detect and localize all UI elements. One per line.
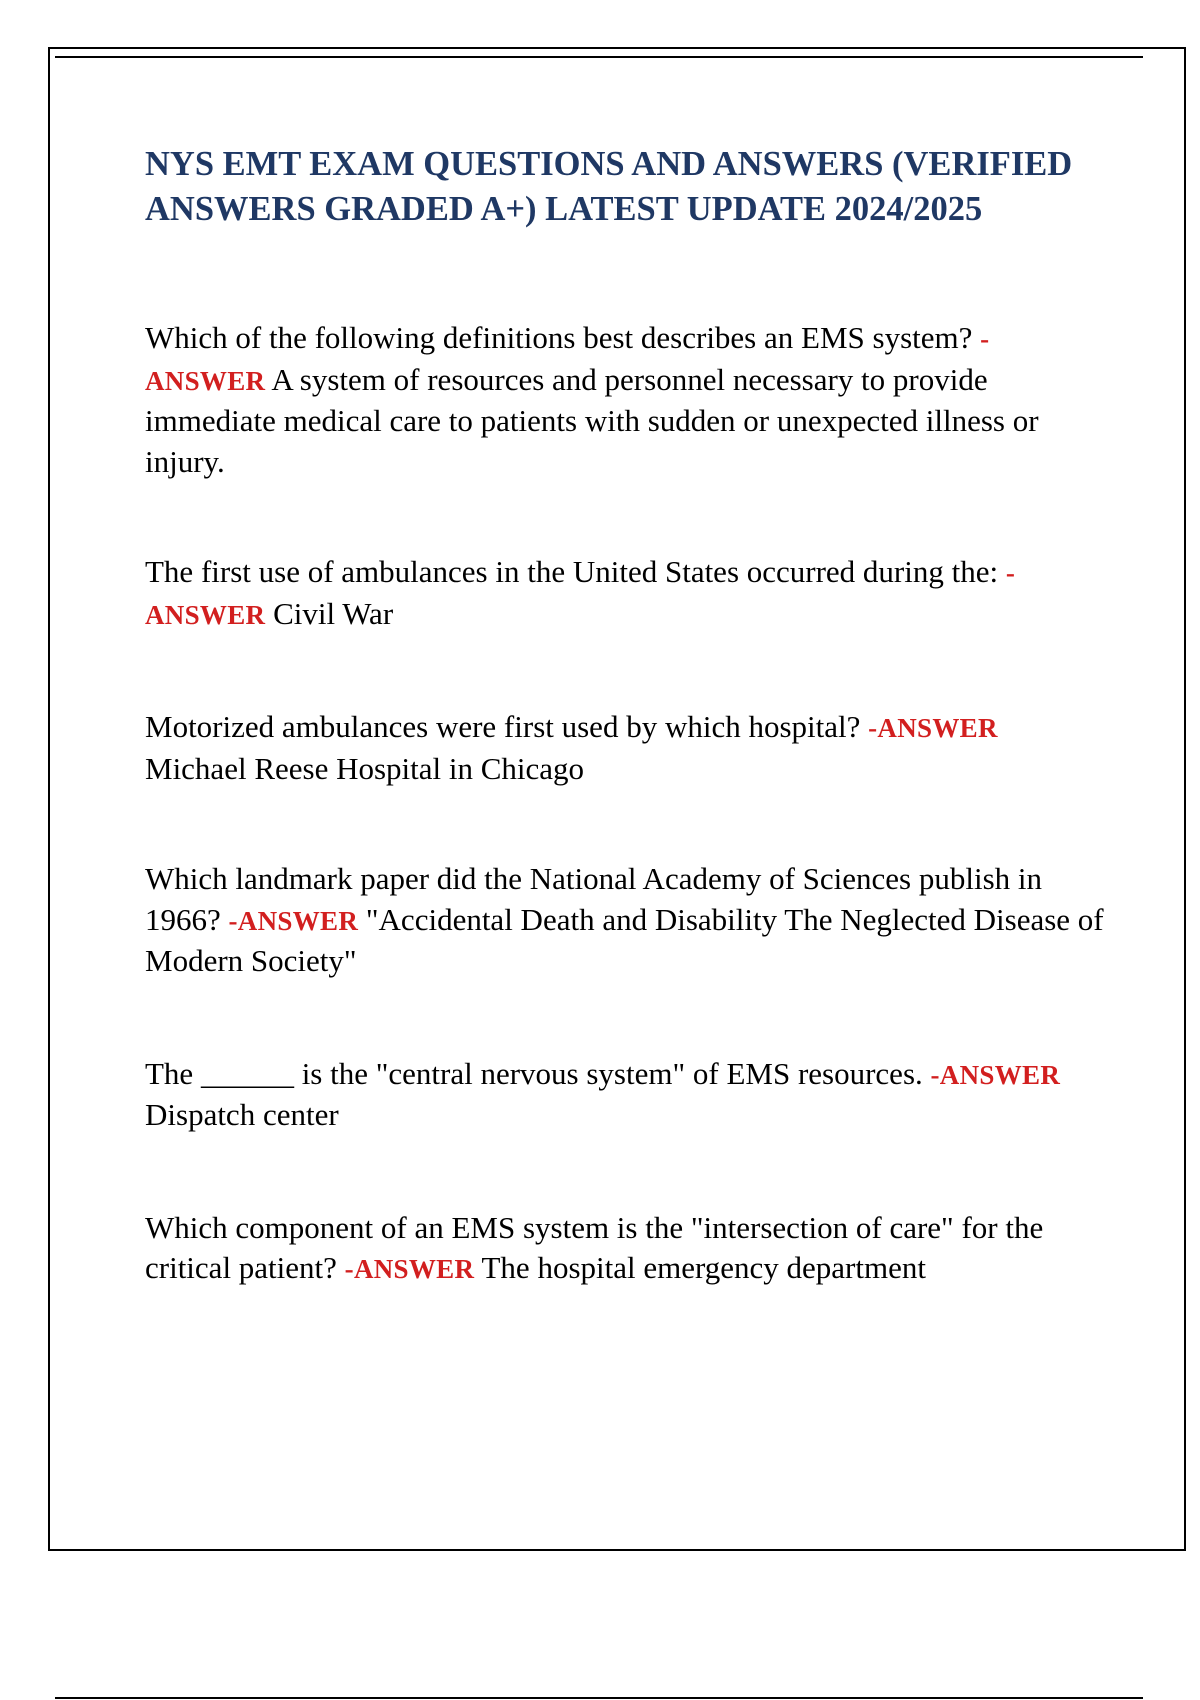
document-body [145,142,1105,1290]
answer-text: The hospital emergency department [481,1250,926,1285]
answer-tag: -ANSWER [145,324,990,396]
question-text: Which component of an EMS system is the "intersection of care" for the critical patient? [145,1209,1044,1285]
top-rule [55,56,1143,58]
answer-tag: -ANSWER [228,905,359,936]
qa-item [145,707,1105,789]
question-text: Which landmark paper did the National Academy of Sciences publish in 1966? [145,861,1043,937]
answer-text: A system of resources and personnel necessary to provide immediate medical care to patients with sudden or unexpected illness or injury. [145,361,1039,479]
question-text: Motorized ambulances were first used by which hospital? [145,709,861,744]
bottom-rule [55,1697,1143,1699]
document-title: NYS EMT EXAM QUESTIONS AND ANSWERS (VERIFIED ANSWERS GRADED A+) LATEST UPDATE 2024/2025 [145,145,1073,228]
answer-tag: -ANSWER [145,558,1016,630]
answer-tag: -ANSWER [344,1254,475,1284]
answer-text: Civil War [273,595,394,631]
question-text: Which of the following definitions best describes an EMS system? [145,320,973,355]
question-text: The ______ is the "central nervous system" of EMS resources. [145,1055,923,1091]
qa-item [145,1054,1105,1136]
answer-tag: -ANSWER [930,1059,1061,1090]
question-text: The first use of ambulances in the United States occurred during the: [145,554,999,589]
answer-text: Dispatch center [145,1097,339,1132]
answer-text: "Accidental Death and Disability The Neglected Disease of Modern Society" [145,901,1104,978]
answer-tag: -ANSWER [868,713,998,743]
qa-item [145,859,1105,982]
qa-item [145,1208,1105,1290]
qa-item [145,552,1105,635]
answer-text: Michael Reese Hospital in Chicago [145,750,585,786]
qa-item [145,318,1105,482]
